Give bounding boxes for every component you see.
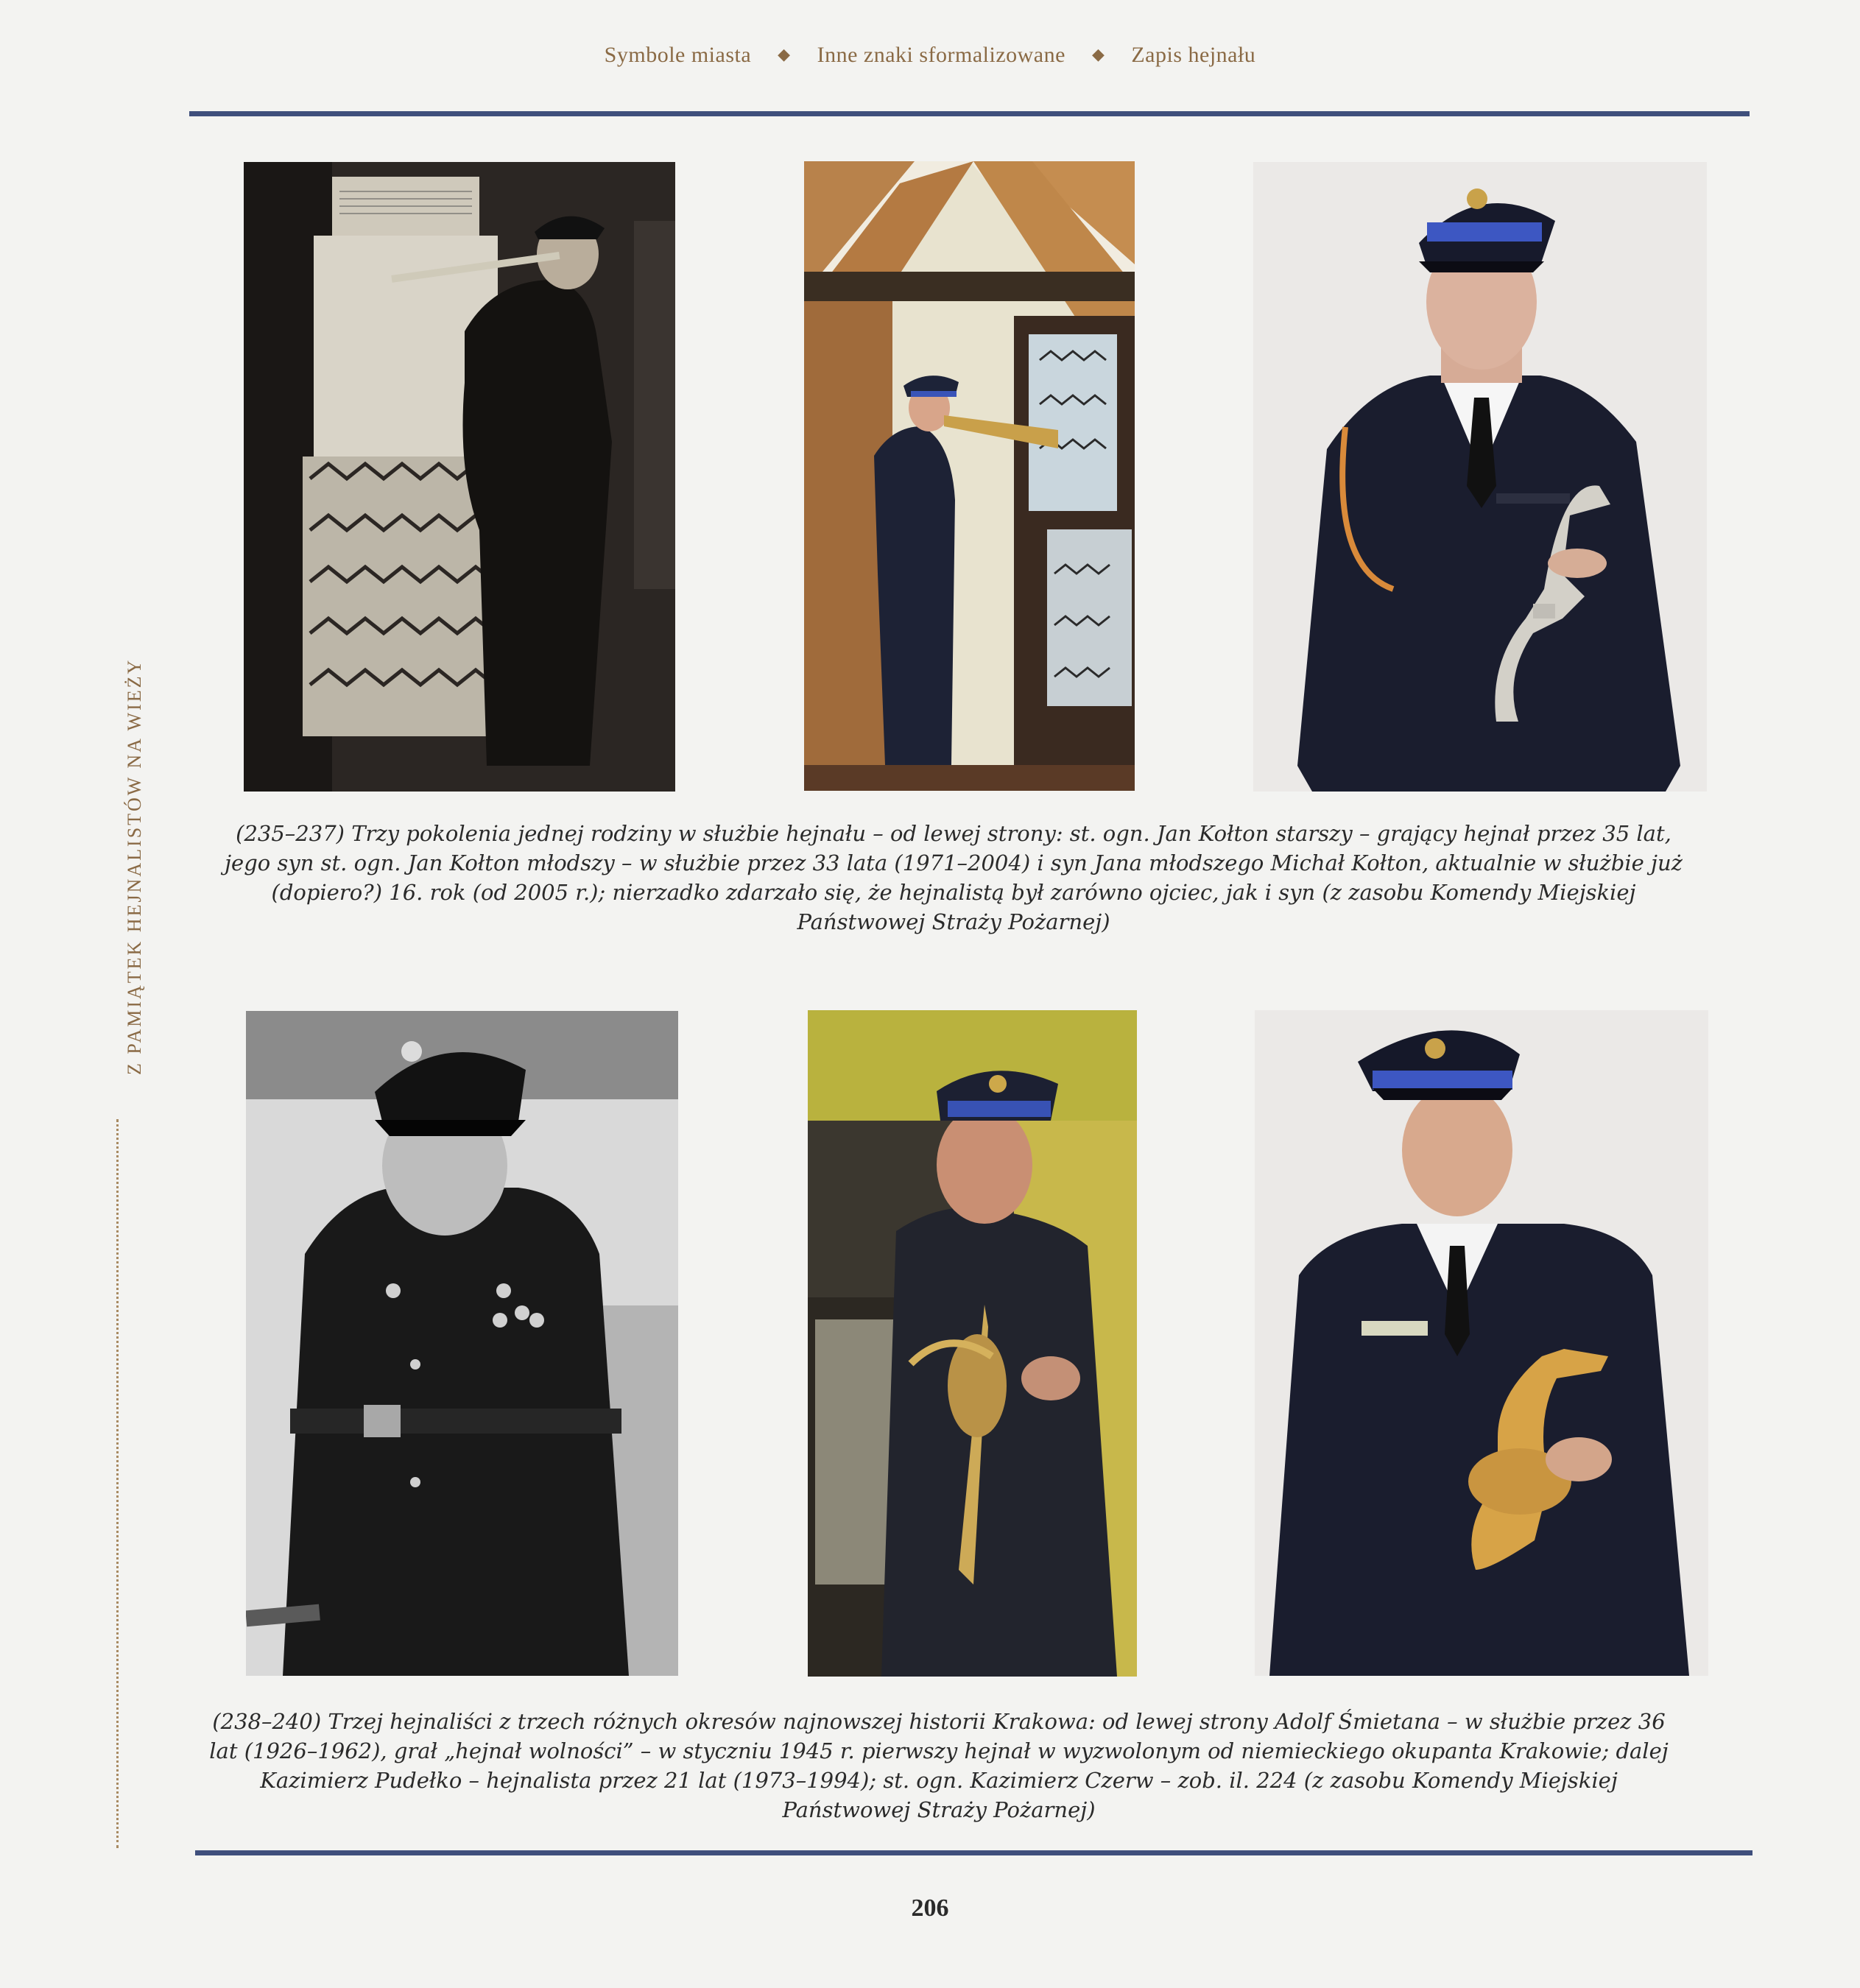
photo-237-young-bugler-portrait [1253, 162, 1707, 792]
kazimierz-czerw-portrait-photo-icon [1255, 1010, 1708, 1676]
side-section-label: Z PAMIĄTEK HEJNALISTÓW NA WIEŻY [124, 658, 145, 1075]
photo-239-kazimierz-pudelko [808, 1010, 1137, 1677]
bugler-at-window-photo-icon [244, 162, 675, 792]
photo-236-bugler-in-tower [804, 161, 1135, 791]
running-head-item-3: Zapis hejnału [1131, 43, 1256, 67]
adolf-smietana-portrait-photo-icon [246, 1011, 678, 1676]
page-number: 206 [911, 1894, 949, 1922]
bugler-in-tower-photo-icon [804, 161, 1135, 791]
side-dotted-line [116, 1119, 119, 1848]
photo-235-bugler-at-window [244, 162, 675, 792]
diamond-separator-icon: ◆ [778, 45, 791, 63]
photo-240-kazimierz-czerw [1255, 1010, 1708, 1676]
bottom-rule [195, 1850, 1752, 1855]
running-head-item-2: Inne znaki sformalizowane [817, 43, 1065, 67]
caption-238-240: (238–240) Trzej hejnaliści z trzech różnych okresów najnowszej historii Krakowa: od lewej strony Adolf Śmietana – w służbie przez 36 lat (1926–1962), grał „hejnał wolności” – w styczniu 1945 r. pierwszy hejnał w wyzwolonym od niemieckiego okupanta Krakowie; dalej Kazimierz Pudełko – hejnalista przez 21 lat (1973–1994); st. ogn. Kazimierz Czerw – zob. il. 224 (z zasobu Komendy Miejskiej Państwowej Straży Pożarnej) [209, 1709, 1669, 1822]
caption-235-237: (235–237) Trzy pokolenia jednej rodziny w służbie hejnału – od lewej strony: st. ogn. Jan Kołton starszy – grający hejnał przez 35 lat, jego syn st. ogn. Jan Kołton młodszy – w służbie przez 33 lata (1971–2004) i syn Jana młodszego Michał Kołton, aktualnie w służbie już (dopiero?) 16. rok (od 2005 r.); nierzadko zdarzało się, że hejnalistą był zarówno ojciec, jak i syn (z zasobu Komendy Miejskiej Państwowej Straży Pożarnej) [225, 821, 1683, 934]
kazimierz-pudelko-portrait-photo-icon [808, 1010, 1137, 1677]
diamond-separator-icon: ◆ [1091, 45, 1105, 63]
running-head [0, 43, 1860, 68]
top-rule [189, 111, 1750, 116]
young-bugler-portrait-photo-icon [1253, 162, 1707, 792]
running-head-item-1: Symbole miasta [604, 43, 752, 67]
photo-238-adolf-smietana [246, 1011, 678, 1676]
